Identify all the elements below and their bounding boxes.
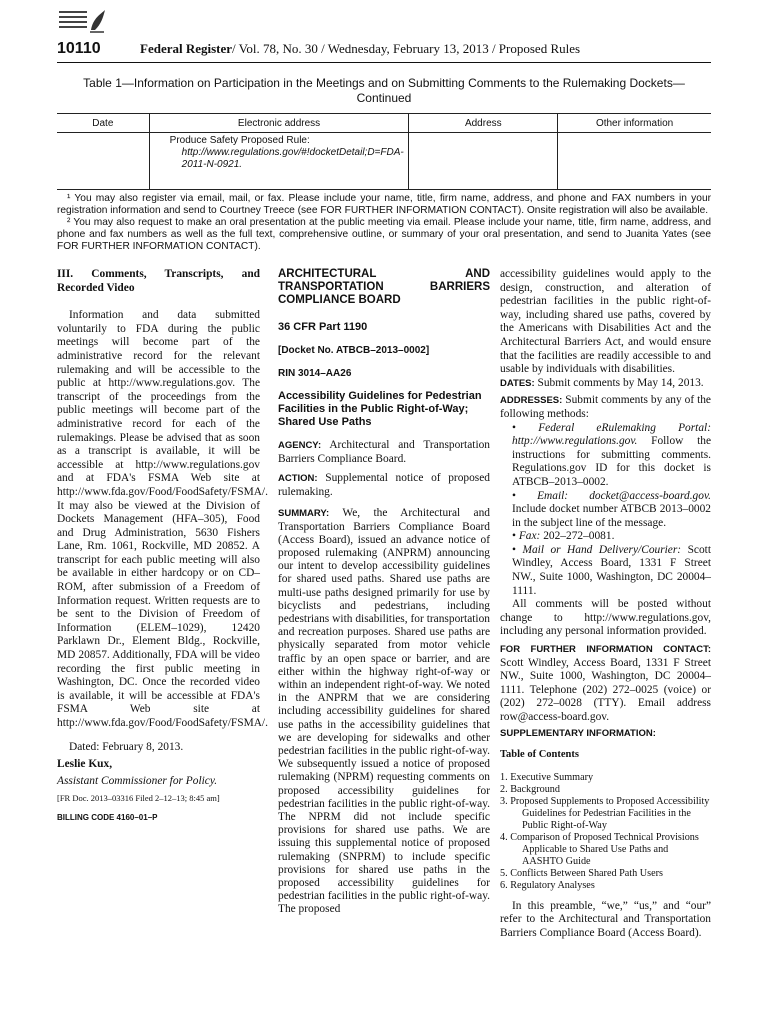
method-fax-label: Fax: [518, 530, 541, 543]
table-header-cell: Date [57, 114, 149, 133]
toc-item: 3. Proposed Supplements to Proposed Accessibility Guidelines for Pedestrian Facilities in the Public Right-of-Way [500, 795, 710, 831]
electronic-label: Produce Safety Proposed Rule: [169, 135, 310, 146]
dated-line: Dated: February 8, 2013. [69, 740, 184, 753]
method-mail: • Mail or Hand Delivery/Courier: Scott Windley, Access Board, 1331 F Street NW., Suite 1000, Washington, DC 20004–1111. [512, 543, 711, 597]
contact-paragraph [500, 643, 711, 725]
method-portal-text: Follow the instructions for submitting comments. Regulations.gov ID for this docket is ATBCB–2013–0002. [512, 435, 711, 488]
action-text: Supplemental notice of proposed rulemaking. [278, 472, 490, 498]
summary-paragraph [278, 507, 490, 916]
column-left [57, 268, 268, 825]
volume-issue: / Vol. 78, No. 30 / Wednesday, February 13, 2013 / Proposed Rules [232, 41, 581, 56]
toc-item: 2. Background [500, 783, 560, 795]
contact-label: FOR FURTHER INFORMATION CONTACT: [500, 644, 711, 656]
dates-label: DATES: [500, 377, 535, 389]
cfr-part: 36 CFR Part 1190 [278, 321, 368, 333]
action-paragraph [278, 472, 490, 499]
toc-list [500, 772, 711, 892]
method-portal-label: Federal eRulemaking Portal: [538, 421, 711, 434]
method-fax-text: 202–272–0081. [543, 530, 615, 543]
table-cell-electronic [149, 133, 409, 190]
toc-heading: Table of Contents [500, 749, 579, 761]
publication-name: Federal Register [140, 41, 233, 56]
participation-table [57, 113, 711, 190]
posted-paragraph: All comments will be posted without change to http://www.regulations.gov, including any personal information provided. [500, 598, 711, 638]
method-email-text: Include docket number ATBCB 2013–0002 in the subject line of the message. [512, 503, 711, 529]
addresses-text: Submit comments by any of the following methods: [500, 394, 711, 420]
column-middle [278, 268, 490, 917]
method-mail-label: Mail or Hand Delivery/Courier: [522, 543, 682, 556]
table-footnotes [57, 193, 711, 253]
agency-paragraph [278, 439, 490, 466]
docket-link[interactable]: http://www.regulations.gov/#!docketDetail;D=FDA-2011-N-0921. [181, 147, 404, 170]
table-header-cell: Address [409, 114, 558, 133]
supplementary-label: SUPPLEMENTARY INFORMATION: [500, 727, 656, 739]
dates-paragraph [500, 377, 711, 391]
agency-text: Architectural and Transportation Barriers Compliance Board. [278, 439, 490, 465]
method-email: • Email: docket@access-board.gov. Include docket number ATBCB 2013–0002 in the subject line of the message. [512, 489, 711, 529]
dates-text: Submit comments by May 14, 2013. [537, 376, 704, 389]
signer-title: Assistant Commissioner for Policy. [57, 774, 218, 787]
table-header-cell: Other information [558, 114, 711, 133]
toc-item: 4. Comparison of Proposed Technical Provisions Applicable to Shared Use Paths and AASHTO Guide [500, 831, 699, 867]
section-heading: III. Comments, Transcripts, and Recorded Video [57, 268, 260, 294]
action-label: ACTION: [278, 473, 318, 485]
toc-item: 1. Executive Summary [500, 771, 594, 783]
toc-item: 6. Regulatory Analyses [500, 879, 595, 891]
method-portal: • Federal eRulemaking Portal: http://www.regulations.gov. Follow the instructions for submitting comments. Regulations.gov ID for this docket is ATBCB–2013–0002. [512, 421, 711, 488]
method-email-address[interactable]: docket@access-board.gov. [589, 489, 711, 502]
table-cell-other [558, 133, 711, 190]
docket-number: [Docket No. ATBCB–2013–0002] [278, 345, 430, 356]
billing-code: BILLING CODE 4160–01–P [57, 812, 158, 822]
gpo-logo-icon [57, 8, 107, 40]
table-title: Table 1—Information on Participation in the Meetings and on Submitting Comments to the Rulemaking Dockets—Continued [83, 76, 685, 105]
agency-heading: ARCHITECTURAL AND TRANSPORTATION BARRIERS COMPLIANCE BOARD [278, 268, 490, 306]
footnote-1: ¹ You may also register via email, mail, or fax. Please include your name, title, firm name, address, and phone and FAX numbers in your registration information and send to Courtney Treece (see FOR FURTHER INFORMATION CONTACT). Onsite registration will also be available. [57, 193, 711, 216]
table-row [57, 133, 711, 190]
page-number: 10110 [57, 40, 101, 57]
method-mail-text: Scott Windley, Access Board, 1331 F Street NW., Suite 1000, Washington, DC 20004–1111. [512, 543, 711, 597]
method-portal-url[interactable]: http://www.regulations.gov. [512, 435, 638, 448]
rin-number: RIN 3014–AA26 [278, 368, 352, 379]
rule-title: Accessibility Guidelines for Pedestrian Facilities in the Public Right-of-Way; Shared Use Paths [278, 390, 482, 428]
table-header-cell: Electronic address [149, 114, 409, 133]
method-email-label: Email: [537, 489, 569, 502]
summary-continuation: accessibility guidelines would apply to the design, construction, and alteration of pedestrian facilities in the public right-of-way, including shared use paths, covered by the Americans with Disabilities Act and the Architectural Barriers Act, and would ensure that the facilities are readily accessible to and usable by individuals with disabilities. [500, 268, 711, 376]
header-rule [57, 62, 711, 63]
fr-doc-line: [FR Doc. 2013–03316 Filed 2–12–13; 8:45 am] [57, 793, 220, 804]
section-body: Information and data submitted voluntarily to FDA during the public meetings will become part of the administrative record for the relevant rulemaking and will be accessible to the public at http://www.regulations.gov. The transcript of the proceedings from the public meetings will become part of the administrative record for each of the rulemakings. Please be advised that as soon as a transcript is available, it will be accessible at http://www.regulations.gov and at FDA's FSMA Web site at http://www.fda.gov/Food/FoodSafety/FSMA/. It may also be viewed at the Division of Dockets Management (HFA–305), Food and Drug Administration, 5630 Fishers Lane, Rm. 1061, Rockville, MD 20852. A transcript for each public meeting will also be available in either hardcopy or on CD–ROM, after submission of a Freedom of Information request. Written requests are to be sent to the Division of Freedom of Information (ELEM–1029), 12420 Parklawn Dr., Element Bldg., Rockville, MD 20857. Additionally, FDA will be video recording the first public meeting in Washington, DC. Once the recorded video is available, it will be accessible at FDA's FSMA Web site at http://www.fda.gov/Food/FoodSafety/FSMA/. [57, 309, 268, 729]
contact-text: Scott Windley, Access Board, 1331 F Street NW., Suite 1000, Washington, DC 20004–1111. Telephone (202) 272–0025 (voice) or (202) 272–0028 (TTY). Email address row@access-board.gov. [500, 656, 711, 723]
preamble-paragraph: In this preamble, “we,” “us,” and “our” refer to the Architectural and Transportation Barriers Compliance Board (Access Board). [500, 899, 711, 939]
table-cell-date [57, 133, 149, 190]
agency-label: AGENCY: [278, 440, 322, 451]
footnote-2: ² You may also request to make an oral presentation at the public meeting via email. Please include your name, title, firm name, address, and phone and fax numbers as well as the full text, comprehensive outline, or summary of your oral presentation, and send to Juanita Yates (see FOR FURTHER INFORMATION CONTACT). [57, 217, 711, 252]
table-cell-address [409, 133, 558, 190]
method-fax: • Fax: 202–272–0081. [512, 530, 615, 543]
toc-item: 5. Conflicts Between Shared Path Users [500, 867, 663, 879]
signer-name: Leslie Kux, [57, 758, 113, 771]
summary-label: SUMMARY: [278, 508, 330, 520]
addresses-label: ADDRESSES: [500, 395, 563, 407]
running-header [140, 41, 580, 57]
addresses-paragraph [500, 394, 711, 421]
table-header-row [57, 114, 711, 133]
summary-text: We, the Architectural and Transportation Barriers Compliance Board (Access Board), issued an advance notice of proposed rulemaking (ANPRM) announcing our intent to develop accessibility guidelines for shared used paths. Shared use paths are multi-use paths designed primarily for use by bicyclists and pedestrians, including pedestrians with disabilities, for transportation and recreation purposes. Shared use paths are physically separated from motor vehicle traffic by an open space or barrier, and are either within the highway right-of-way or within an independent right-of-way. We noted in the ANPRM that we are considering including accessibility guidelines for shared use paths in the accessibility guidelines that we are developing for sidewalks and other pedestrian facilities in the public right-of-way. We subsequently issued a notice of proposed rulemaking (NPRM) requesting comments on proposed accessibility guidelines for pedestrian facilities in the public right-of-way. The NPRM did not include specific provisions for shared use paths. We are issuing this supplemental notice of proposed rulemaking (SNPRM) to include specific provisions for shared use paths in the proposed accessibility guidelines for pedestrian facilities in the public right-of-way. The proposed [278, 507, 490, 916]
column-right [500, 268, 711, 941]
